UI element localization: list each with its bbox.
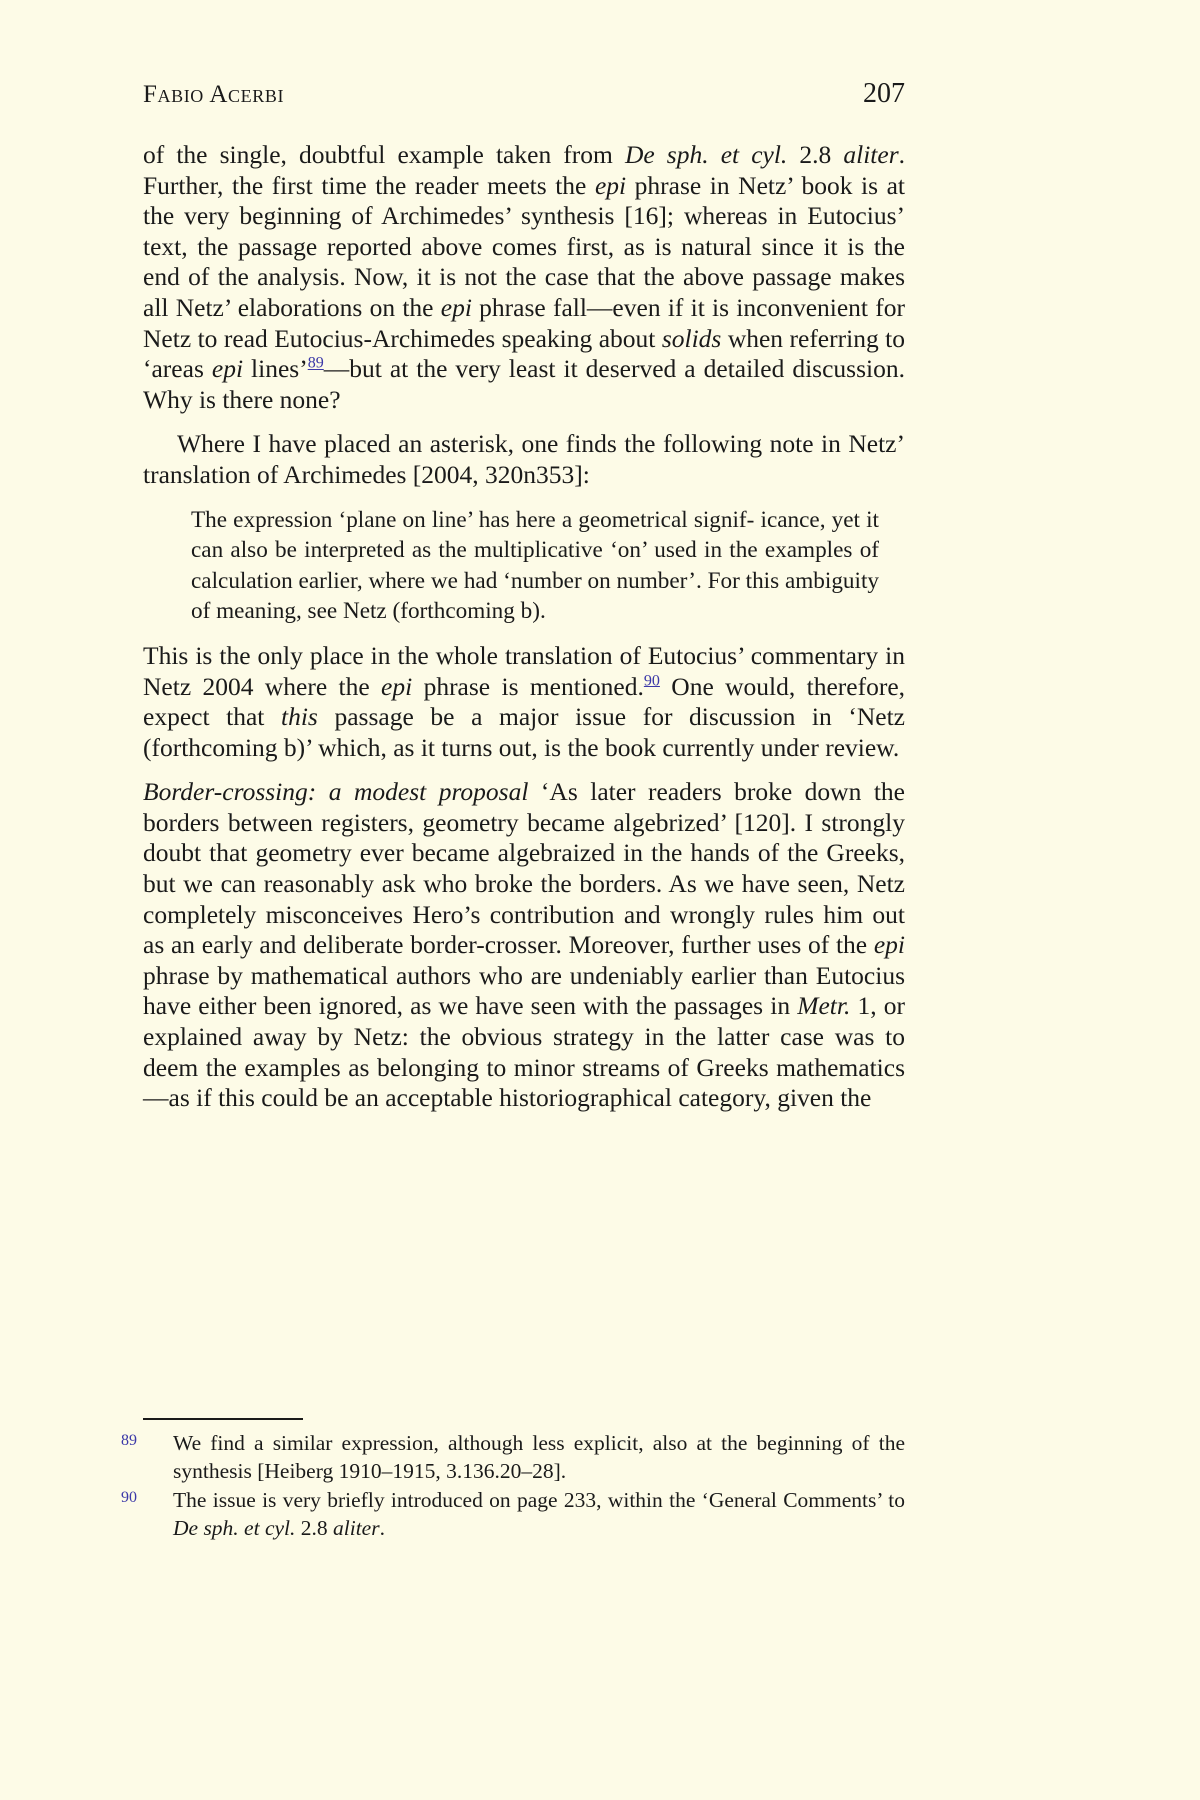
text-run: phrase fall—even if it is inconvenient for Netz to read Eutocius-Archimedes speaking about [143, 292, 906, 353]
quote-line: icance, yet it can also be interpreted as the multiplicative [191, 506, 879, 564]
running-head [143, 78, 905, 110]
text-run: phrase by mathematical authors who are undeniably earlier than Eutocius have either been ignored, as we have seen with the passages in [143, 960, 905, 1021]
text-run: phrase in Netz’ book is at the very beginning of Archimedes’ synthesis [16]; whereas in Eutocius’ text, the passage reported above comes first, as is natural since it is the end of the analysis. Now, it is not the case that the above passage makes all Netz’ elaborations on the [143, 170, 905, 322]
footnote-reference-89[interactable]: 89 [307, 354, 324, 372]
footnote-text: We find a similar expression, although less explicit, also at the beginning of the synthesis [Heiberg 1910–1915, 3.136.20–28]. [173, 1431, 905, 1483]
metr-italic: Metr. [797, 991, 851, 1021]
epi-italic: epi [873, 930, 905, 960]
quote-line: Netz (forthcoming b). [342, 598, 546, 625]
epi-italic: epi [594, 170, 627, 200]
text-run: 2.8 [787, 140, 844, 169]
text-run: of the single, doubtful example taken from [143, 140, 625, 169]
section-run-in-heading: Border-crossing: a modest proposal [143, 777, 529, 807]
quote-line: had ‘number on number’. For this ambiguity of meaning, see [191, 567, 880, 625]
running-head-author: Fabio Acerbi [143, 81, 285, 108]
footnote-item-89 [121, 1430, 905, 1485]
quote-line: The expression ‘plane on line’ has here a geometrical signif- [191, 506, 755, 533]
footnote-text: . [379, 1515, 385, 1540]
text-run: passage be a major issue for discussion in ‘Netz (forthcoming b)’ which, as it turns out, is the book currently under review. [143, 702, 906, 762]
text-run: when referring to ‘areas [143, 323, 905, 384]
text-run: lines’ [243, 354, 308, 384]
footnote-text: The issue is very briefly introduced on page 233, within the ‘General Comments’ to [173, 1488, 905, 1512]
work-title-italic: De sph. et cyl. [173, 1515, 296, 1540]
text-run: . Further, the first time the reader meets the [143, 140, 906, 200]
aliter-italic: aliter [843, 140, 899, 169]
text-run: One would, therefore, expect that [143, 671, 906, 732]
text-run: This is the only place in the whole translation of Eutocius’ commentary in Netz 2004 where the [143, 640, 905, 701]
footnotes-section [121, 1418, 905, 1544]
footnote-separator-rule [143, 1418, 303, 1420]
footnote-item-90 [121, 1487, 905, 1542]
text-run: Where I have placed an asterisk, one finds the following note in Netz’ translation of Archimedes [2004, 320n353]: [143, 429, 905, 489]
page-number: 207 [863, 78, 905, 109]
work-title-italic: De sph. et cyl. [624, 140, 788, 169]
footnote-number-90[interactable]: 90 [121, 1489, 137, 1506]
text-run: —but at the very least it deserved a detailed discussion. Why is there none? [143, 354, 905, 414]
epi-italic: epi [211, 354, 244, 384]
paragraph-asterisk-note [143, 429, 905, 490]
epi-italic: epi [381, 671, 413, 701]
block-quotation [191, 505, 879, 627]
paragraph-border-crossing [143, 777, 905, 1114]
paragraph-only-place [143, 641, 905, 763]
footnote-reference-90[interactable]: 90 [643, 672, 660, 689]
epi-italic: epi [440, 292, 472, 322]
footnote-text: 2.8 [295, 1515, 334, 1540]
paragraph-continuation [143, 140, 905, 415]
text-run: phrase is mentioned. [412, 671, 644, 701]
text-run: ‘As later readers broke down the borders between registers, geometry became algebrized’ [120]. I strongly doubt that geometry ever became algebraized in the hands of the Greeks, but we can reasonably ask who broke the borders. As we have seen, Netz completely misconceives Hero’s contribution and wrongly rules him out as an early and deliberate border-crosser. Moreover, further uses of the [143, 777, 905, 960]
text-column [143, 140, 905, 1114]
text-run: 1, or explained away by Netz: the obvious strategy in the latter case was to deem the examples as belonging to minor streams of Greeks mathematics—as if this could be an acceptable historiographical category, given the [143, 991, 905, 1113]
aliter-italic: aliter [333, 1515, 380, 1540]
footnote-number-89[interactable]: 89 [121, 1432, 137, 1449]
quote-line: ‘on’ used in the examples of calculation earlier, where we [191, 537, 880, 594]
this-italic: this [281, 702, 318, 732]
quotation-text [191, 505, 879, 627]
solids-italic: solids [661, 323, 722, 353]
